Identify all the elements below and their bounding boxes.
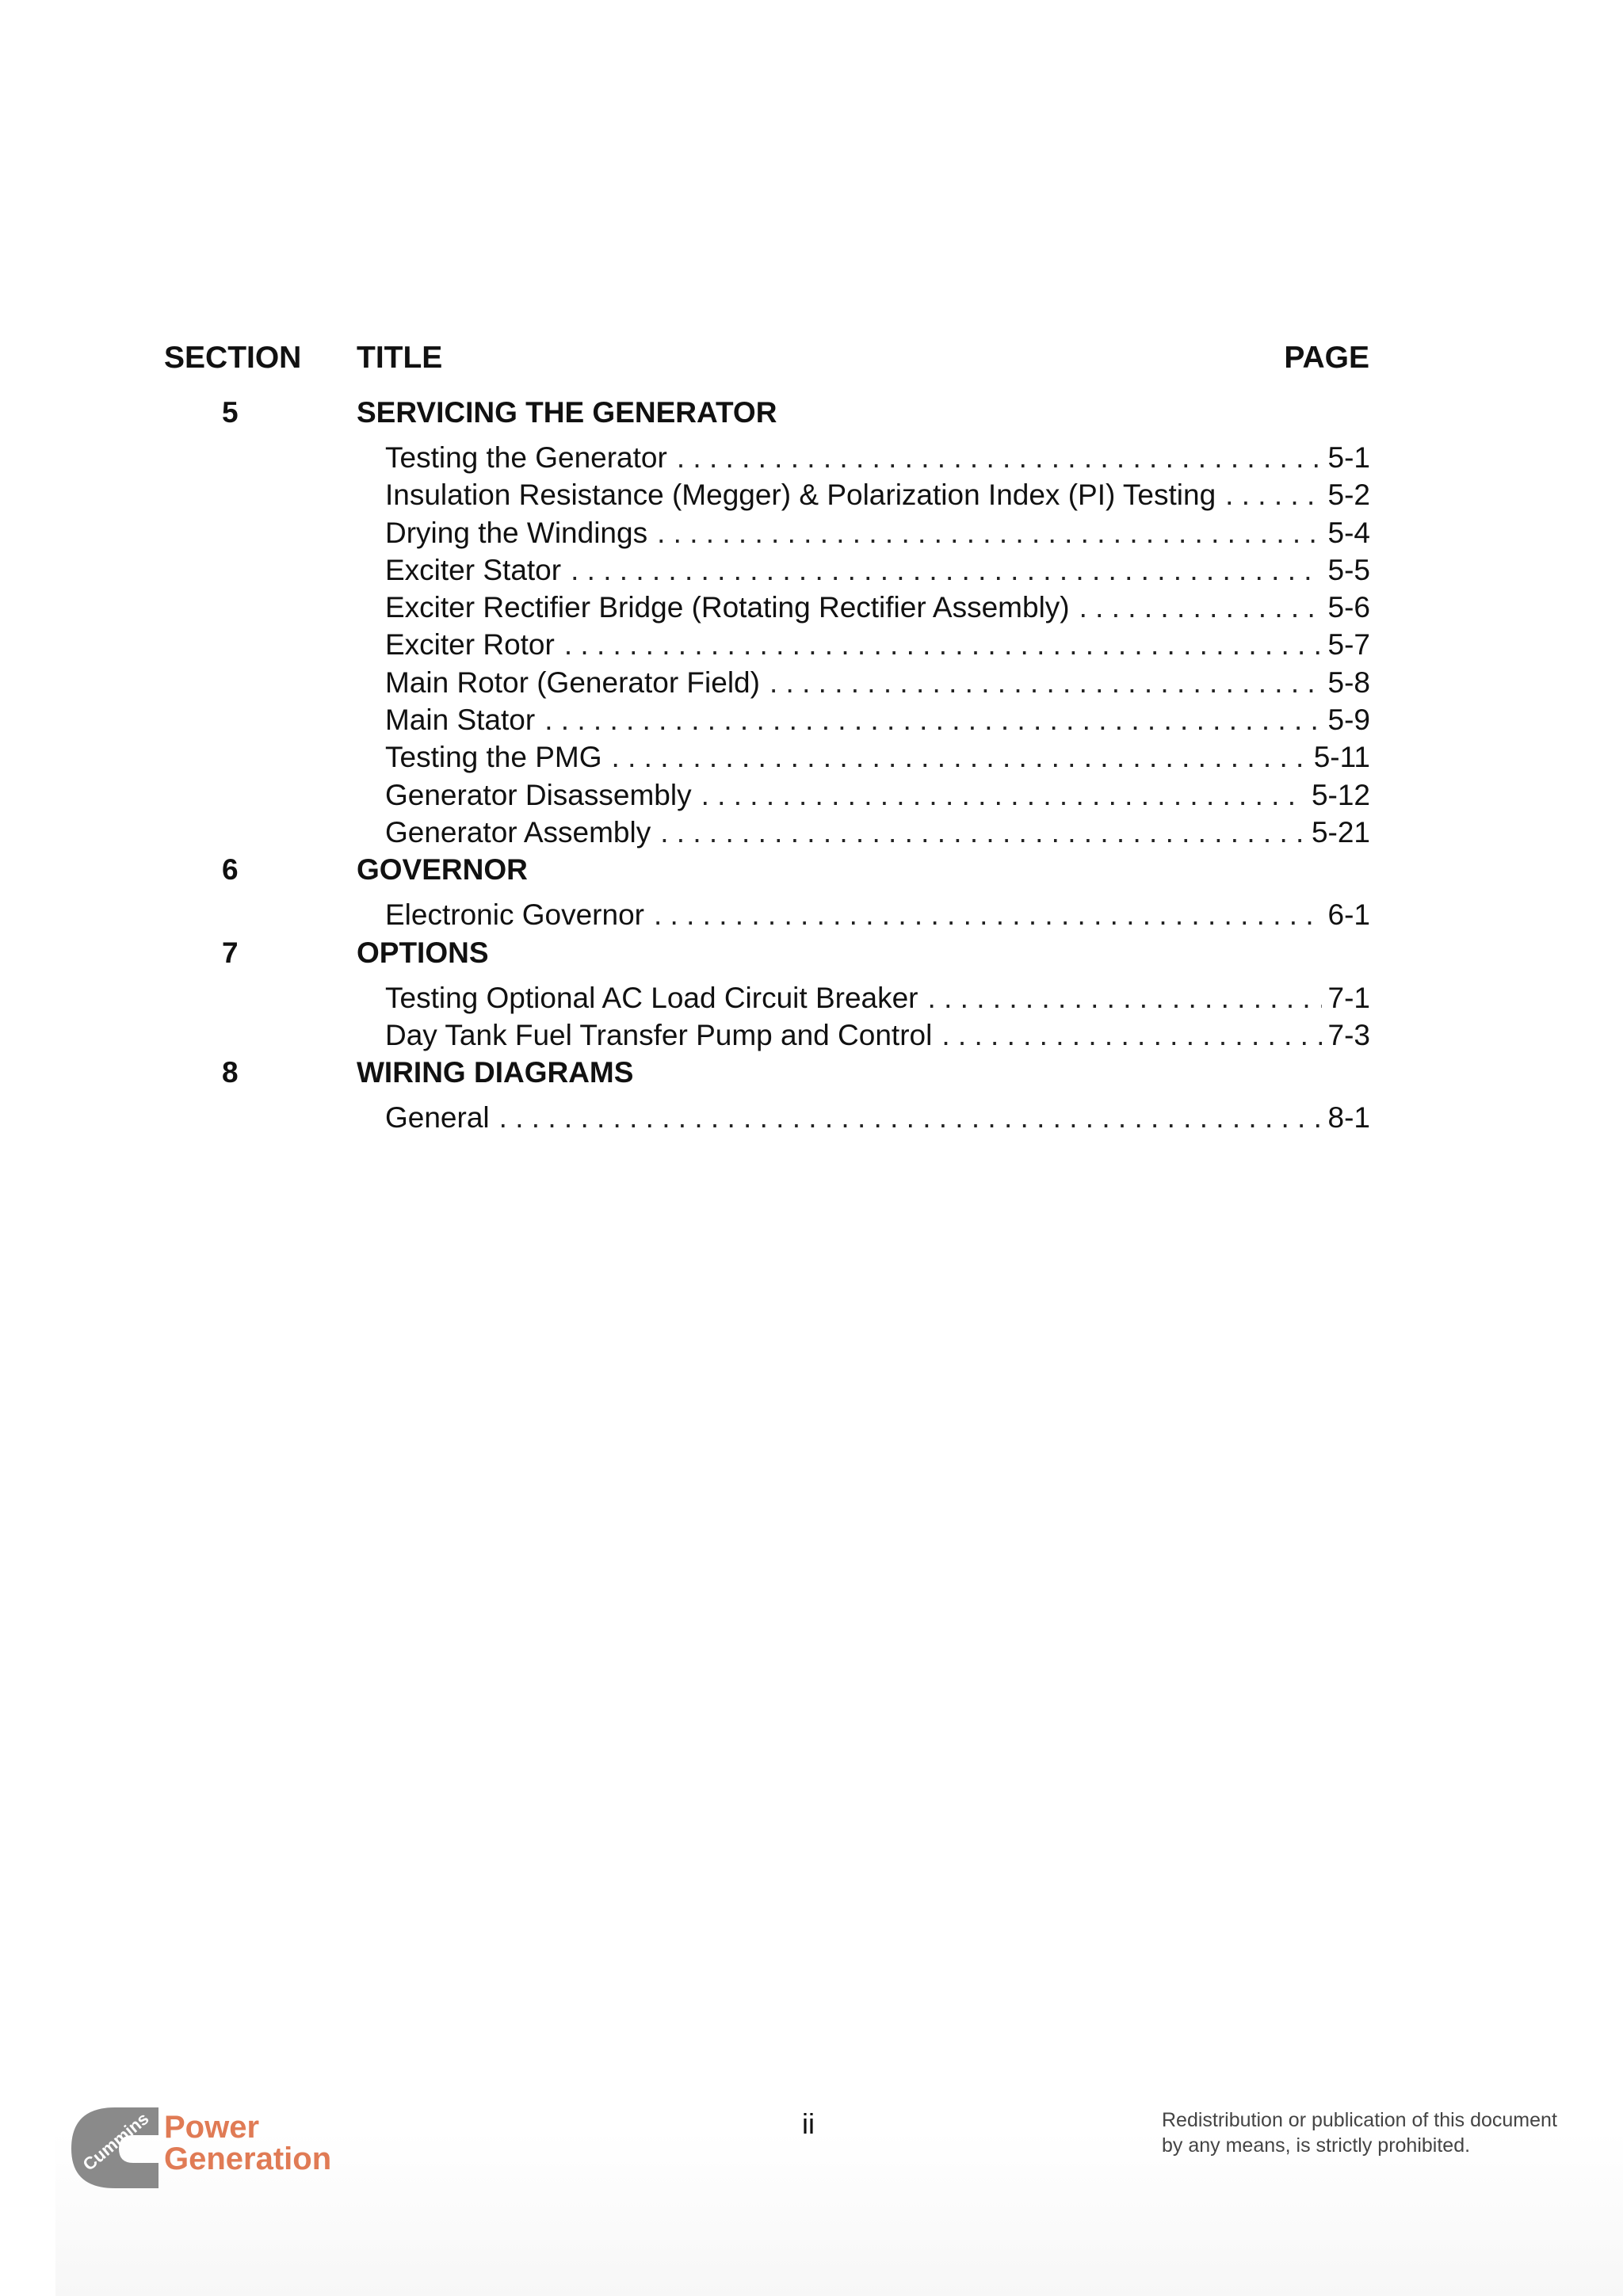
section-entries (0, 898, 1623, 936)
entry-title: Main Stator (385, 704, 536, 737)
dot-leader (612, 741, 1308, 774)
page-number: ii (802, 2107, 815, 2140)
dot-leader (941, 1019, 1321, 1052)
entry-page-number: 7-3 (1327, 1018, 1370, 1051)
entry-page-number: 5-7 (1327, 628, 1370, 662)
dot-leader (654, 898, 1322, 932)
header-title-label: TITLE (357, 341, 443, 375)
section-entries (0, 441, 1623, 853)
section-heading (0, 853, 1623, 898)
toc-entry[interactable] (385, 898, 1370, 936)
dot-leader (544, 704, 1321, 737)
entry-title: Testing the Generator (385, 441, 667, 474)
dot-leader (657, 517, 1321, 550)
dot-leader (769, 666, 1322, 700)
logo-generation-text: Generation (164, 2142, 332, 2176)
dot-leader (928, 982, 1322, 1015)
section-number: 5 (222, 396, 239, 429)
dot-leader (499, 1101, 1322, 1135)
toc-entry[interactable] (385, 666, 1370, 704)
entry-page-number: 7-1 (1327, 981, 1370, 1014)
section-heading (0, 396, 1623, 441)
entry-page-number: 5-12 (1311, 778, 1370, 811)
toc-section (0, 1056, 1623, 1138)
cummins-c-icon (71, 2107, 158, 2188)
toc-entry[interactable] (385, 741, 1370, 778)
section-title: SERVICING THE GENERATOR (357, 396, 777, 429)
section-title: GOVERNOR (357, 853, 528, 887)
toc-sections (0, 396, 1623, 1138)
entry-title: General (385, 1101, 490, 1135)
entry-title: Main Rotor (Generator Field) (385, 666, 760, 699)
entry-title: Insulation Resistance (Megger) & Polarization Index (PI) Testing (385, 479, 1216, 512)
entry-page-number: 5-2 (1327, 479, 1370, 512)
entry-page-number: 5-1 (1327, 441, 1370, 474)
entry-title: Testing Optional AC Load Circuit Breaker (385, 981, 918, 1014)
entry-page-number: 5-11 (1313, 741, 1370, 774)
toc-entry[interactable] (385, 779, 1370, 816)
section-number: 7 (222, 936, 239, 969)
entry-page-number: 6-1 (1327, 898, 1370, 932)
toc-entry[interactable] (385, 704, 1370, 741)
section-entries (0, 1101, 1623, 1138)
toc-entry[interactable] (385, 1101, 1370, 1138)
toc-entry[interactable] (385, 816, 1370, 853)
cummins-power-generation-logo (40, 2092, 365, 2195)
entry-title: Exciter Rectifier Bridge (Rotating Rectifier Assembly) (385, 591, 1070, 624)
toc-entry[interactable] (385, 479, 1370, 516)
notice-line-1: Redistribution or publication of this document (1162, 2109, 1557, 2131)
redistribution-notice (1162, 2107, 1557, 2158)
notice-line-2: by any means, is strictly prohibited. (1162, 2134, 1471, 2157)
toc-entry[interactable] (385, 982, 1370, 1019)
toc-entry[interactable] (385, 591, 1370, 628)
entry-page-number: 8-1 (1327, 1101, 1370, 1135)
header-section-label: SECTION (164, 341, 302, 375)
dot-leader (571, 554, 1321, 587)
entry-page-number: 5-8 (1327, 666, 1370, 699)
toc-header (0, 341, 1623, 380)
entry-page-number: 5-4 (1327, 516, 1370, 549)
toc-entry[interactable] (385, 554, 1370, 591)
logo-cummins-text: Cummins (78, 2108, 153, 2175)
dot-leader (1079, 591, 1322, 624)
toc-section (0, 936, 1623, 1057)
dot-leader (564, 628, 1322, 662)
dot-leader (701, 779, 1305, 812)
dot-leader (1225, 479, 1321, 512)
dot-leader (677, 441, 1322, 475)
entry-page-number: 5-9 (1327, 704, 1370, 737)
section-title: OPTIONS (357, 936, 489, 969)
dot-leader (660, 816, 1305, 849)
entry-title: Testing the PMG (385, 741, 602, 774)
logo-power-text: Power (164, 2110, 260, 2145)
entry-title: Electronic Governor (385, 898, 644, 932)
section-entries (0, 982, 1623, 1057)
section-number: 8 (222, 1056, 239, 1089)
entry-title: Day Tank Fuel Transfer Pump and Control (385, 1018, 933, 1051)
entry-page-number: 5-6 (1327, 591, 1370, 624)
toc-section (0, 853, 1623, 936)
toc-entry[interactable] (385, 628, 1370, 666)
section-heading (0, 1056, 1623, 1101)
entry-page-number: 5-5 (1327, 553, 1370, 586)
toc-entry[interactable] (385, 1019, 1370, 1056)
section-number: 6 (222, 853, 239, 887)
toc-entry[interactable] (385, 441, 1370, 479)
entry-title: Drying the Windings (385, 516, 648, 549)
section-title: WIRING DIAGRAMS (357, 1056, 634, 1089)
entry-title: Exciter Stator (385, 553, 562, 586)
toc-entry[interactable] (385, 517, 1370, 554)
header-page-label: PAGE (1284, 341, 1369, 375)
toc-section (0, 396, 1623, 853)
entry-title: Generator Assembly (385, 815, 651, 849)
section-heading (0, 936, 1623, 982)
entry-title: Exciter Rotor (385, 628, 555, 662)
entry-title: Generator Disassembly (385, 778, 692, 811)
entry-page-number: 5-21 (1311, 815, 1370, 849)
